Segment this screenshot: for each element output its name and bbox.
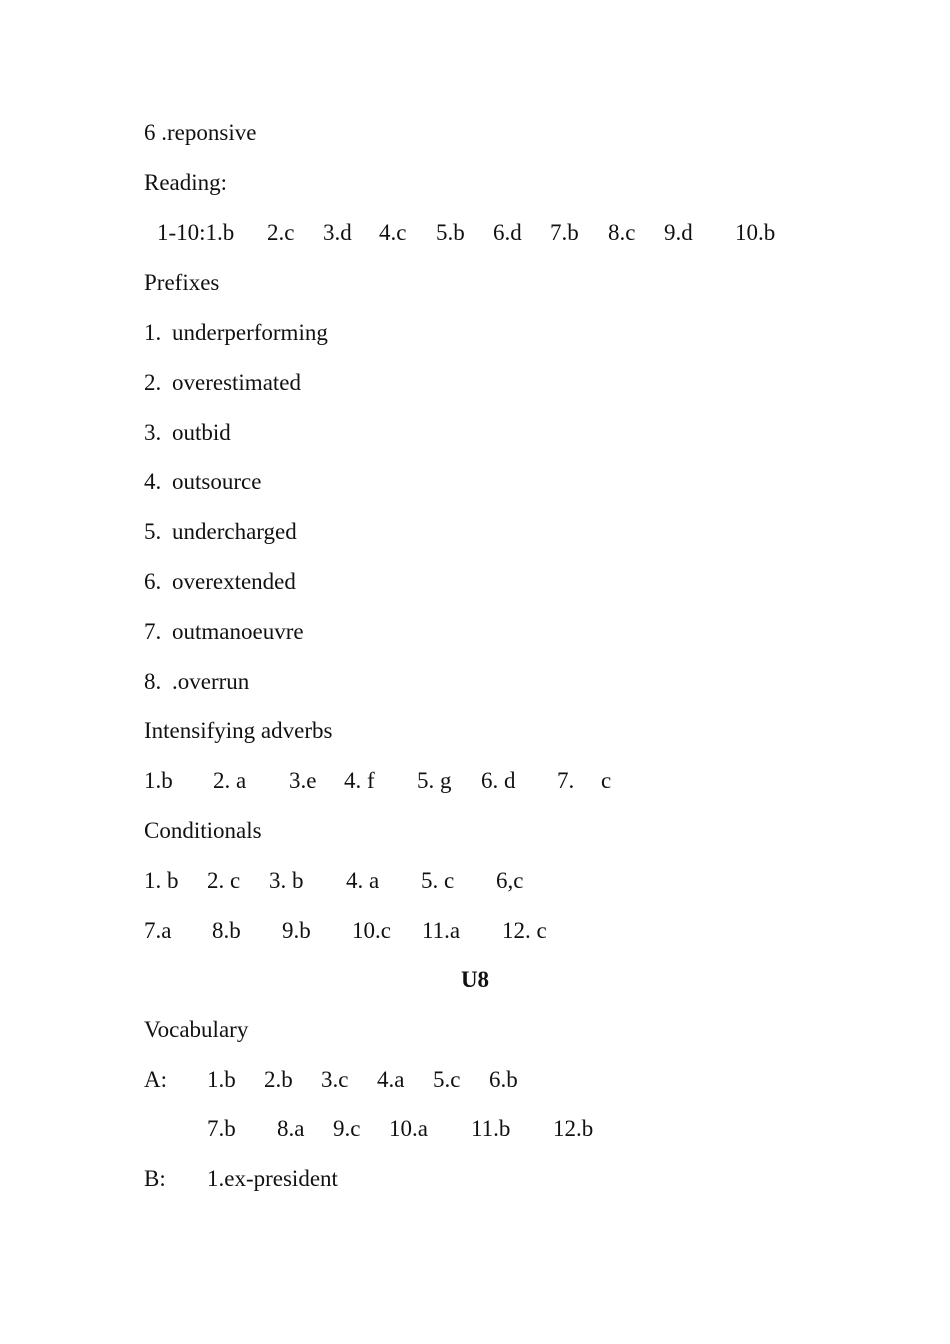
intensifying-answer: 1.b	[144, 768, 173, 793]
conditionals-answer: 5. c	[421, 868, 455, 893]
list-item	[144, 518, 297, 546]
reading-answer: 2.c	[267, 220, 295, 245]
conditionals-answer: 12. c	[502, 918, 547, 943]
conditionals-heading: Conditionals	[144, 818, 262, 843]
answer-line-reponsive: 6 .reponsive	[144, 120, 257, 145]
conditionals-answer: 3. b	[269, 868, 304, 893]
list-number: 3.	[144, 420, 162, 445]
list-number: 4.	[144, 469, 162, 494]
list-text: underperforming	[172, 320, 328, 345]
list-text: outmanoeuvre	[172, 619, 304, 644]
reading-answer: 8.c	[608, 220, 636, 245]
reading-heading: Reading:	[144, 170, 228, 195]
intensifying-answer: 6. d	[481, 768, 516, 793]
list-number: 5.	[144, 519, 162, 544]
reading-answer: 4.c	[379, 220, 407, 245]
list-number: 7.	[144, 619, 162, 644]
list-item	[144, 618, 304, 646]
vocab-answer: 12.b	[553, 1116, 594, 1141]
list-text: outbid	[172, 420, 231, 445]
prefixes-heading: Prefixes	[144, 270, 220, 295]
reading-answer: 7.b	[550, 220, 579, 245]
list-text: undercharged	[172, 519, 297, 544]
list-item	[144, 568, 296, 596]
conditionals-answer: 2. c	[207, 868, 241, 893]
list-item	[144, 369, 301, 397]
conditionals-answer: 7.a	[144, 918, 172, 943]
list-item	[144, 468, 261, 496]
vocab-answer: 6.b	[489, 1067, 518, 1092]
conditionals-answer: 1. b	[144, 868, 179, 893]
reading-answer: 3.d	[323, 220, 352, 245]
list-number: 1.	[144, 320, 162, 345]
list-text: outsource	[172, 469, 262, 494]
list-item	[144, 319, 328, 347]
vocab-answer: 9.c	[333, 1116, 361, 1141]
list-number: 8.	[144, 669, 162, 694]
vocabulary-heading: Vocabulary	[144, 1017, 249, 1042]
vocab-answer: 1.b	[207, 1067, 236, 1092]
intensifying-answer: 4. f	[344, 768, 375, 793]
intensifying-answer: c	[601, 768, 612, 793]
intensifying-answer: 3.e	[289, 768, 317, 793]
list-number: 6.	[144, 569, 162, 594]
conditionals-answer: 6,c	[496, 868, 524, 893]
conditionals-answer: 10.c	[352, 918, 391, 943]
vocab-answer: 4.a	[377, 1067, 405, 1092]
vocab-answer: 1.ex-president	[207, 1166, 338, 1191]
vocab-answer: 2.b	[264, 1067, 293, 1092]
intensifying-answer: 5. g	[417, 768, 452, 793]
reading-answer: 5.b	[436, 220, 465, 245]
vocab-answer: 7.b	[207, 1116, 236, 1141]
vocab-answer: 3.c	[321, 1067, 349, 1092]
conditionals-answer: 9.b	[282, 918, 311, 943]
vocab-a-label: A:	[144, 1067, 167, 1092]
conditionals-answer: 11.a	[422, 918, 461, 943]
unit-heading: U8	[460, 967, 490, 992]
list-text: .overrun	[172, 669, 250, 694]
list-text: overestimated	[172, 370, 302, 395]
vocab-answer: 11.b	[471, 1116, 511, 1141]
reading-answer: 1-10:1.b	[157, 220, 235, 245]
list-text: overextended	[172, 569, 296, 594]
intensifying-answer: 2. a	[213, 768, 247, 793]
list-number: 2.	[144, 370, 162, 395]
vocab-b-label: B:	[144, 1166, 166, 1191]
conditionals-answer: 4. a	[346, 868, 380, 893]
list-item	[144, 668, 249, 696]
vocab-answer: 5.c	[433, 1067, 461, 1092]
vocab-answer: 8.a	[277, 1116, 305, 1141]
vocab-answer: 10.a	[389, 1116, 428, 1141]
reading-answer: 10.b	[735, 220, 776, 245]
list-item	[144, 419, 231, 447]
reading-answer: 6.d	[493, 220, 522, 245]
intensifying-answer: 7.	[557, 768, 575, 793]
reading-answer: 9.d	[664, 220, 693, 245]
conditionals-answer: 8.b	[212, 918, 241, 943]
intensifying-adverbs-heading: Intensifying adverbs	[144, 718, 333, 743]
